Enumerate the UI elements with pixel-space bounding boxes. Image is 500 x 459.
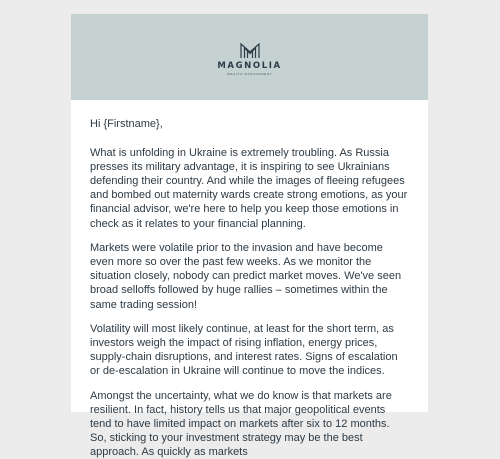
brand-name: MAGNOLIA (217, 61, 282, 71)
email-paragraph: What is unfolding in Ukraine is extremely troubling. As Russia presses its military advantage, it is inspiring to see Ukrainians defending their country. And while the images of fleeing refugees and bombed out maternity wards create strong emotions, as your financial advisor, we're here to help you keep those emotions in check as it relates to your financial planning. (90, 147, 408, 230)
magnolia-logo-icon (239, 42, 261, 59)
email-paragraph: Volatility will most likely continue, at least for the short term, as investors weigh the impact of rising inflation, energy prices, supply-chain disruptions, and interest rates. Signs of escalation or de-escalation in Ukraine will continue to move the indices. (90, 323, 398, 378)
email-body (71, 100, 428, 459)
email-paragraph: Amongst the uncertainty, what we do know is that markets are resilient. In fact, history tells us that major geopolitical events tend to have limited impact on markets after six to 12 months. So, sticking to your investment strategy may be the best approach. As quickly as markets (90, 390, 392, 459)
email-card (71, 14, 428, 459)
brand-tagline: WEALTH MANAGEMENT (227, 72, 272, 76)
email-header-banner (71, 14, 428, 100)
email-paragraph: Markets were volatile prior to the invasion and have become even more so over the past few weeks. As we monitor the situation closely, nobody can predict market moves. We've seen broad selloffs followed by huge rallies – sometimes within the same trading session! (90, 242, 402, 311)
email-greeting: Hi {Firstname}, (90, 118, 163, 130)
